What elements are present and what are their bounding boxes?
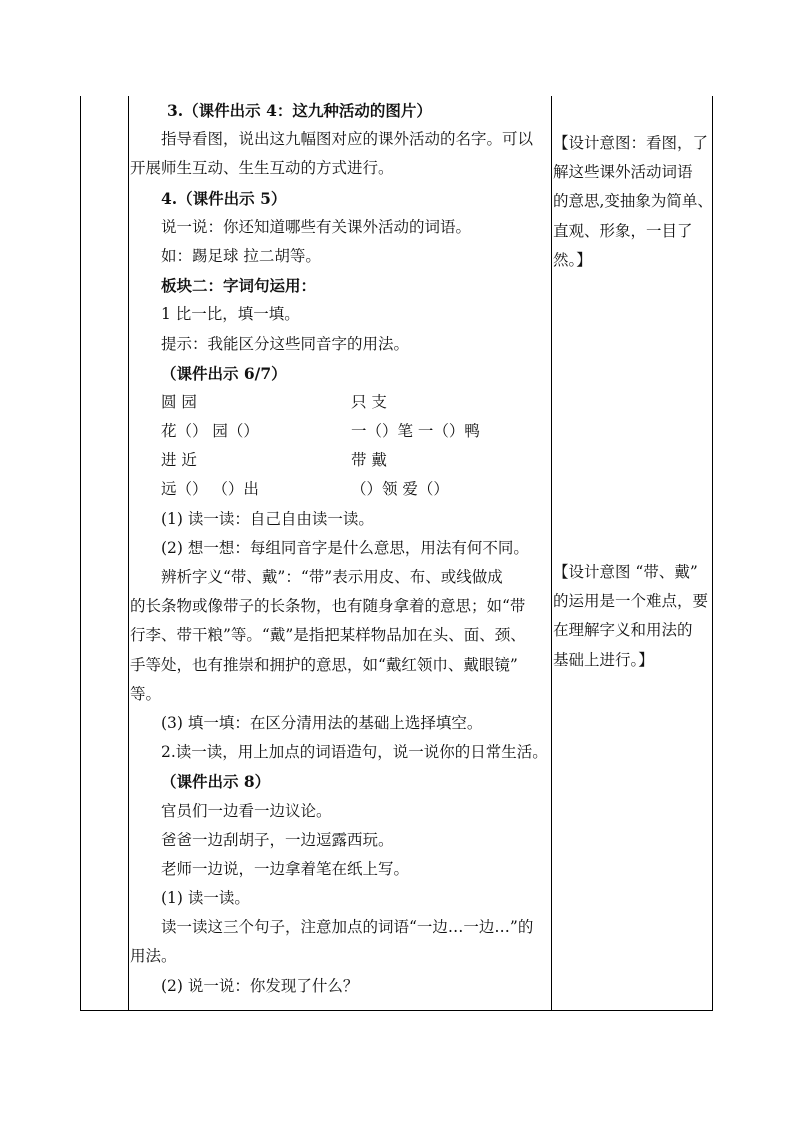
word-pair-row — [130, 475, 550, 504]
text-line: 指导看图，说出这九幅图对应的课外活动的名字。可以 — [161, 130, 534, 149]
example-sentence: 爸爸一边刮胡子，一边逗露西玩。 — [161, 830, 394, 849]
text-line: 的长条物或像带子的长条物，也有随身拿着的意思；如“带 — [130, 597, 526, 616]
text-line: 手等处，也有推崇和拥护的意思，如“戴红领巾、戴眼镜” — [130, 655, 518, 674]
design-note-line: 【设计意图：看图，了 — [553, 134, 709, 152]
word-pair-row — [130, 446, 550, 475]
text-line: 辨析字义“带、戴”：“带”表示用皮、布、或线做成 — [161, 568, 503, 586]
example-sentence: 官员们一边看一边议论。 — [161, 801, 332, 820]
text-line: 开展师生互动、生生互动的方式进行。 — [130, 159, 394, 178]
step-3-heading: 3.（课件出示 4：这九种活动的图片） — [167, 101, 432, 120]
table-divider-1 — [128, 96, 129, 1010]
table-border-left — [80, 96, 81, 1010]
design-note-line: 的意思,变抽象为简单、 — [553, 192, 713, 211]
word-pair-right: （）领 爱（） — [351, 480, 449, 499]
text-line: 用法。 — [130, 947, 177, 966]
design-note-line: 的运用是一个难点，要 — [553, 592, 709, 611]
table-border-bottom — [80, 1010, 713, 1011]
text-line: 说一说：你还知道哪些有关课外活动的词语。 — [161, 217, 472, 236]
section-2-heading: 板块二：字词句运用： — [161, 276, 317, 296]
design-note-line: 直观、形象，一目了 — [553, 221, 693, 240]
text-line: 行李、带干粮”等。“戴”是指把某样物品加在头、面、颈、 — [130, 626, 526, 645]
text-line: 等。 — [130, 684, 162, 703]
word-pair-right: 只 支 — [351, 392, 387, 411]
text-line: (3) 填一填：在区分清用法的基础上选择填空。 — [161, 713, 483, 732]
text-line: (2) 说一说：你发现了什么？ — [161, 976, 359, 995]
text-line: (1) 读一读。 — [161, 889, 250, 908]
example-sentence: 老师一边说，一边拿着笔在纸上写。 — [161, 859, 410, 878]
word-pair-row — [130, 388, 550, 417]
table-divider-2 — [551, 96, 552, 1010]
text-line: 提示：我能区分这些同音字的用法。 — [161, 334, 410, 353]
text-line: 如：踢足球 拉二胡等。 — [161, 246, 321, 265]
word-pair-left: 远（） （）出 — [161, 480, 259, 499]
word-pair-right: 带 戴 — [351, 451, 387, 470]
design-note-1 — [553, 129, 713, 275]
design-note-line: 然。】 — [553, 250, 592, 269]
word-pair-row — [130, 417, 550, 446]
design-note-line: 基础上进行。】 — [553, 650, 654, 669]
courseware-label: （课件出示 8） — [161, 772, 271, 792]
word-pair-right: 一（）笔 一（）鸭 — [351, 422, 480, 441]
text-line: 2.读一读，用上加点的词语造句，说一说你的日常生活。 — [161, 743, 548, 762]
lesson-content — [130, 96, 550, 1001]
word-pair-left: 花（） 园（） — [161, 422, 259, 441]
design-note-2 — [553, 558, 713, 675]
text-line: 1 比一比，填一填。 — [161, 305, 300, 324]
design-note-line: 在理解字义和用法的 — [553, 621, 693, 640]
text-line: (2) 想一想：每组同音字是什么意思，用法有何不同。 — [161, 538, 529, 557]
word-pair-left: 进 近 — [161, 451, 197, 470]
step-4-heading: 4.（课件出示 5） — [161, 188, 287, 208]
courseware-label: （课件出示 6/7） — [161, 363, 287, 383]
design-note-line: 解这些课外活动词语 — [553, 163, 693, 182]
text-line: (1) 读一读：自己自由读一读。 — [161, 509, 374, 528]
design-note-line: 【设计意图 “带、戴” — [553, 563, 698, 581]
text-line: 读一读这三个句子，注意加点的词语“一边…一边…”的 — [161, 918, 534, 937]
word-pair-left: 圆 园 — [161, 392, 197, 411]
